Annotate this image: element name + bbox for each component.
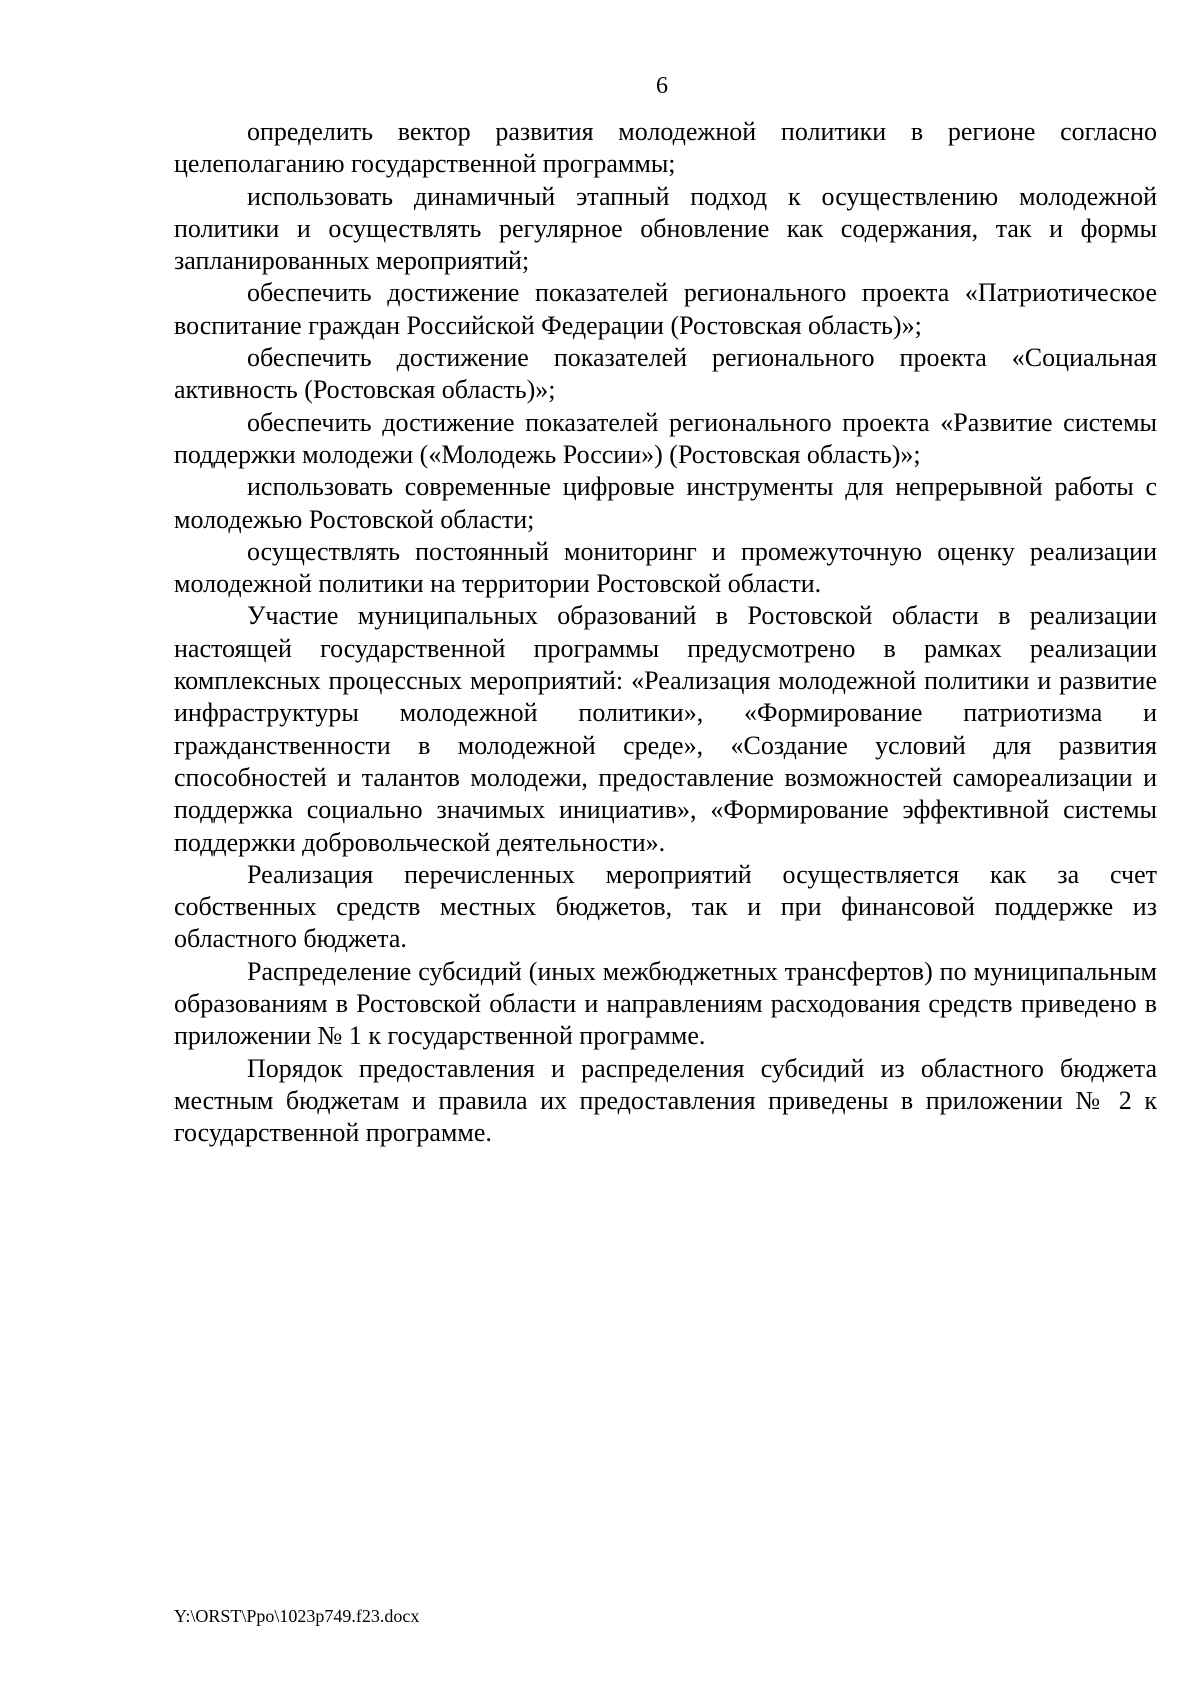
paragraph: обеспечить достижение показателей регионального проекта «Развитие системы поддержки молодежи («Молодежь России») (Ростовская область)»;: [174, 407, 1157, 469]
paragraph: обеспечить достижение показателей регионального проекта «Патриотическое воспитание граждан Российской Федерации (Ростовская область)»;: [174, 278, 1157, 340]
paragraph: Реализация перечисленных мероприятий осуществляется как за счет собственных средств местных бюджетов, так и при финансовой поддержке из областного бюджета.: [174, 859, 1157, 954]
footer-file-path: Y:\ORST\Ppo\1023p749.f23.docx: [174, 1606, 420, 1626]
paragraph: Порядок предоставления и распределения субсидий из областного бюджета местным бюджетам и правила их предоставления приведены в приложении № 2 к государственной программе.: [174, 1053, 1157, 1148]
page-number: 6: [656, 73, 668, 99]
paragraph: использовать современные цифровые инструменты для непрерывной работы с молодежью Ростовской области;: [174, 472, 1157, 534]
paragraph: осуществлять постоянный мониторинг и промежуточную оценку реализации молодежной политики на территории Ростовской области.: [174, 536, 1157, 599]
document-body: [174, 116, 1157, 1150]
paragraph: использовать динамичный этапный подход к осуществлению молодежной политики и осуществлять регулярное обновление как содержания, так и формы запланированных мероприятий;: [174, 181, 1157, 276]
paragraph: Участие муниципальных образований в Ростовской области в реализации настоящей государственной программы предусмотрено в рамках реализации комплексных процессных мероприятий: «Реализация молодежной политики и развитие инфраструктуры молодежной политики», «Формирование патриотизма и гражданственности в молодежной среде», «Создание условий для развития способностей и талантов молодежи, предоставление возможностей самореализации и поддержка социально значимых инициатив», «Формирование эффективной системы поддержки добровольческой деятельности».: [174, 601, 1157, 857]
paragraph: определить вектор развития молодежной политики в регионе согласно целеполаганию государственной программы;: [174, 117, 1157, 179]
paragraph: обеспечить достижение показателей регионального проекта «Социальная активность (Ростовская область)»;: [174, 343, 1157, 405]
paragraph: Распределение субсидий (иных межбюджетных трансфертов) по муниципальным образованиям в Ростовской области и направлениям расходования средств приведено в приложении № 1 к государственной программе.: [174, 956, 1157, 1051]
